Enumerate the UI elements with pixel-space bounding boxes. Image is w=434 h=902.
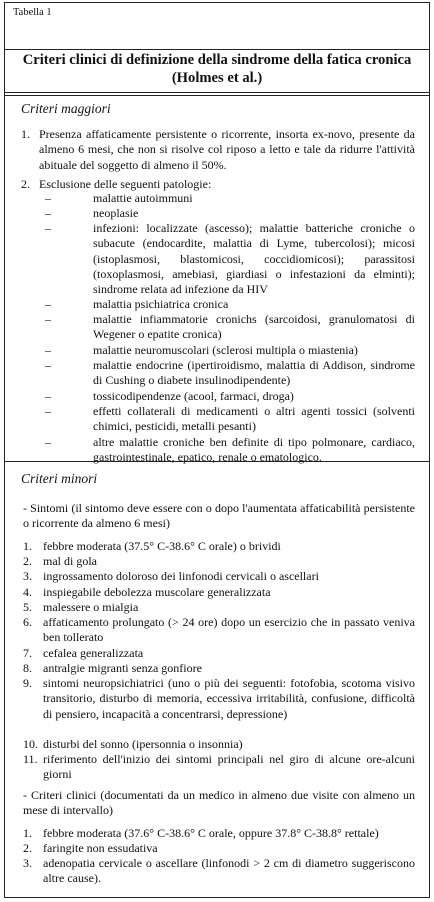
exclusion-item: malattie autoimmuni (93, 191, 193, 205)
exclusion-item: infezioni: localizzate (ascesso); malattie batteriche croniche o subacute (endocardite, malattia di Lyme, tubercolosi); micosi (istoplasmosi, blastomicosi, coccidiomicosi); parassitosi (toxoplasmosi, amebiasi, giardiasi o infestazioni da elminti); sindrome relata ad infezione da HIV (93, 221, 415, 297)
list-dash: – (45, 312, 51, 326)
list-dash: – (45, 221, 51, 235)
symptom-number: 6. (23, 615, 32, 629)
major-item-2-number: 2. (21, 177, 30, 191)
symptom-item: inspiegabile debolezza muscolare generalizzata (43, 585, 271, 599)
list-dash: – (45, 435, 51, 449)
symptom-item: riferimento dell'inizio dei sintomi principali nel giro di alcune ore-alcuni giorni (43, 752, 415, 782)
symptom-number: 11. (23, 752, 38, 766)
symptom-item: disturbi del sonno (ipersonnia o insonnia) (43, 737, 243, 751)
symptom-item: cefalea generalizzata (43, 646, 144, 660)
clinical-item: faringite non essudativa (43, 841, 158, 855)
exclusion-item: altre malattie croniche ben definite di tipo polmonare, cardiaco, gastrointestinale, epatico, renale o ematologico. (93, 435, 415, 465)
exclusion-item: neoplasie (93, 206, 139, 220)
list-dash: – (45, 389, 51, 403)
symptom-number: 5. (23, 600, 32, 614)
symptoms-intro: - Sintomi (il sintomo deve essere con o dopo l'aumentata affaticabilità persistente o ricorrente da almeno 6 mesi) (23, 501, 415, 531)
symptom-item: malessere o mialgia (43, 600, 139, 614)
major-criteria-heading: Criteri maggiori (21, 101, 111, 116)
list-dash: – (45, 206, 51, 220)
list-dash: – (45, 358, 51, 372)
exclusion-item: tossicodipendenze (acool, farmaci, droga) (93, 389, 294, 403)
divider (5, 92, 429, 93)
symptom-item: sintomi neuropsichiatrici (uno o più dei seguenti: fotofobia, scotoma visivo transitorio, disturbo di memoria, eccessiva irritabilità, confusione, difficoltà di pensiero, incapacità a concentrarsi, depressione) (43, 676, 415, 721)
title-line-1: Criteri clinici di definizione della sindrome della fatica cronica (22, 52, 412, 68)
divider (5, 95, 429, 96)
symptom-number: 2. (23, 554, 32, 568)
symptom-number: 10. (23, 737, 38, 751)
major-item-2-text: Esclusione delle seguenti patologie: (39, 177, 212, 191)
exclusion-item: effetti collaterali di medicamenti o altri agenti tossici (solventi chimici, pesticidi, metalli pesanti) (93, 404, 415, 434)
clinical-number: 1. (23, 826, 32, 840)
divider (5, 461, 429, 462)
clinical-item: febbre moderata (37.6° C-38.6° C orale, oppure 37.8° C-38.8° rettale) (43, 826, 379, 840)
symptom-item: mal di gola (43, 554, 97, 568)
list-dash: – (45, 343, 51, 357)
symptom-number: 4. (23, 585, 32, 599)
exclusion-item: malattie infiammatorie cronichs (sarcoidosi, granulomatosi di Wegener o epatite cronica) (93, 312, 415, 342)
list-dash: – (45, 191, 51, 205)
exclusion-item: malattia psichiatrica cronica (93, 297, 229, 311)
symptom-item: affaticamento prolungato (> 24 ore) dopo un esercizio che in passato veniva ben tollerato (43, 615, 415, 645)
list-dash: – (45, 404, 51, 418)
symptom-number: 9. (23, 676, 32, 690)
table-label: Tabella 1 (13, 7, 52, 18)
symptom-item: antralgie migranti senza gonfiore (43, 661, 202, 675)
symptom-number: 1. (23, 539, 32, 553)
list-dash: – (45, 297, 51, 311)
symptom-item: febbre moderata (37.5° C-38.6° C orale) o brividi (43, 539, 281, 553)
minor-criteria-heading: Criteri minori (21, 471, 98, 486)
clinical-number: 3. (23, 856, 32, 870)
clinical-number: 2. (23, 841, 32, 855)
clinical-criteria-intro: - Criteri clinici (documentati da un medico in almeno due visite con almeno un mese di intervallo) (23, 788, 415, 818)
exclusion-item: malattie endocrine (ipertiroidismo, malattia di Addison, sindrome di Cushing o diabete insulinodipendente) (93, 358, 415, 388)
symptom-number: 7. (23, 646, 32, 660)
title-line-2: (Holmes et al.) (171, 70, 263, 86)
symptom-item: ingrossamento doloroso dei linfonodi cervicali o ascellari (43, 569, 319, 583)
symptom-number: 3. (23, 569, 32, 583)
divider (5, 49, 429, 50)
clinical-item: adenopatia cervicale o ascellare (linfonodi > 2 cm di diametro suggeriscono altre cause). (43, 856, 415, 886)
table-title (11, 51, 423, 87)
symptom-number: 8. (23, 661, 32, 675)
table-panel (4, 2, 430, 898)
major-item-1-text: Presenza affaticamente persistente o ricorrente, insorta ex-novo, presente da almeno 6 mesi, che non si risolve col riposo a letto e tale da ridurre l'attività abituale del soggetto di almeno il 50%. (39, 127, 415, 172)
major-item-1-number: 1. (21, 127, 30, 141)
exclusion-item: malattie neuromuscolari (sclerosi multipla o miastenia) (93, 343, 358, 357)
